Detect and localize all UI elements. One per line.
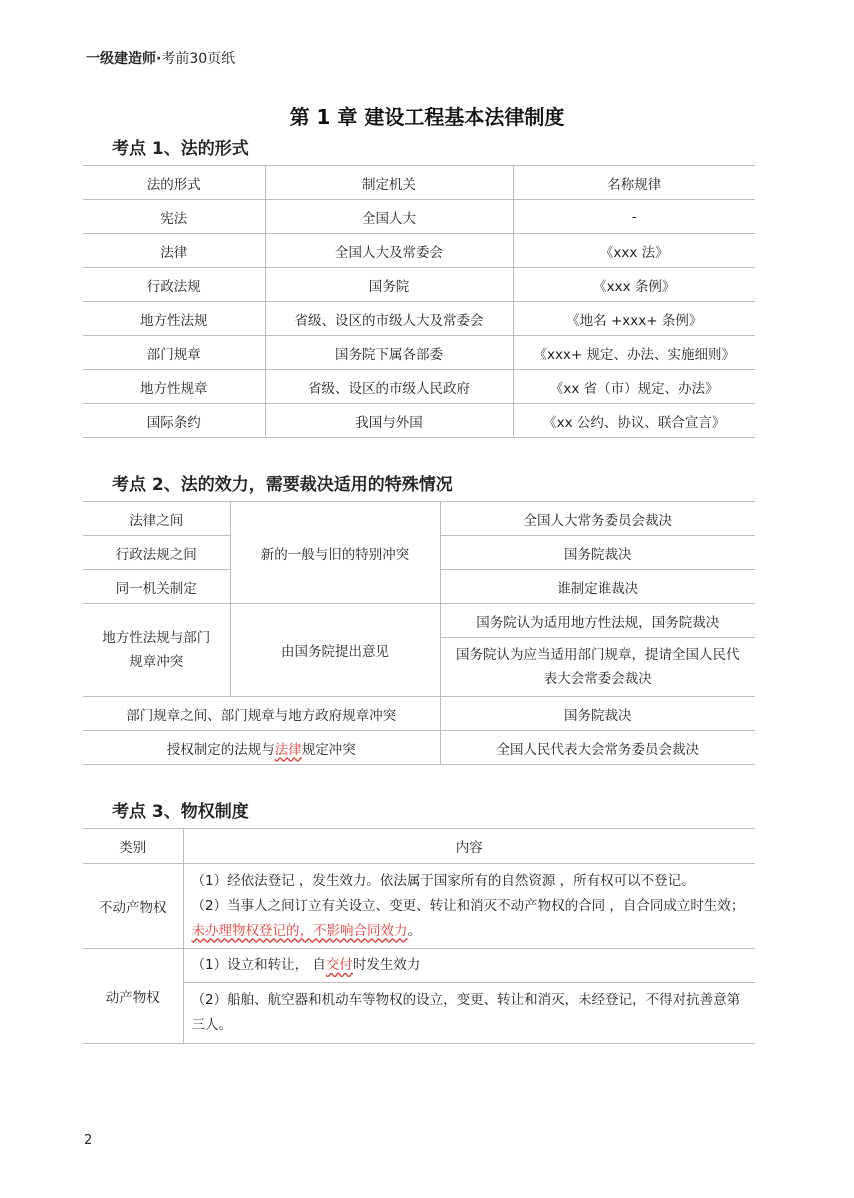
table-row <box>83 697 755 731</box>
header-cell: 法的形式 <box>83 166 265 200</box>
highlighted-text: 未办理物权登记的，不影响合同效力 <box>191 922 408 939</box>
table-row <box>83 949 755 983</box>
table-cell: 动产物权 <box>83 949 183 1044</box>
table-row <box>83 502 755 536</box>
table-cell: 宪法 <box>83 200 265 234</box>
table-cell: 国务院 <box>265 268 513 302</box>
table-header-row <box>83 829 755 864</box>
table-cell: 行政法规之间 <box>83 536 230 570</box>
property-rights-table <box>83 828 755 1044</box>
paragraph-text: （1）设立和转让， 自 <box>191 957 326 973</box>
table-cell: 法律 <box>83 234 265 268</box>
law-forms-table <box>83 165 755 438</box>
paragraph-text: （2）当事人之间订立有关设立、变更、转让和消灭不动产物权的合同 ，自合同成立时生效； <box>191 897 745 914</box>
header-brand: 一级建造师 <box>86 51 156 67</box>
table-cell: 国务院认为适用地方性法规，国务院裁决 <box>440 604 755 638</box>
table-row <box>83 234 755 268</box>
table-cell: 地方性规章 <box>83 370 265 404</box>
law-effect-table <box>83 501 755 765</box>
table-cell: 省级、设区的市级人民政府 <box>265 370 513 404</box>
table-cell: 《xxx 法》 <box>513 234 755 268</box>
table-cell: - <box>513 200 755 234</box>
table-cell: 我国与外国 <box>265 404 513 438</box>
cell-text: 授权制定的法规与 <box>166 741 275 758</box>
table-cell: 全国人民代表大会常务委员会裁决 <box>440 731 755 765</box>
table-cell: 部门规章 <box>83 336 265 370</box>
header-cell: 名称规律 <box>513 166 755 200</box>
header-cell: 制定机关 <box>265 166 513 200</box>
page-number: 2 <box>84 1133 93 1148</box>
table-cell: 国际条约 <box>83 404 265 438</box>
table-cell <box>183 949 755 983</box>
table-cell: 部门规章之间、部门规章与地方政府规章冲突 <box>83 697 440 731</box>
table-cell: 省级、设区的市级人大及常委会 <box>265 302 513 336</box>
table-cell: 由国务院提出意见 <box>230 604 440 697</box>
header-cell: 类别 <box>83 829 183 864</box>
table-cell: 行政法规 <box>83 268 265 302</box>
table-cell: 《xxx+ 规定、办法、实施细则》 <box>513 336 755 370</box>
highlighted-term: 交付 <box>325 957 353 973</box>
table-cell: 《xxx 条例》 <box>513 268 755 302</box>
table-row <box>83 404 755 438</box>
table-cell: 国务院裁决 <box>440 536 755 570</box>
paragraph-text: 。 <box>407 922 421 939</box>
page-header <box>86 48 235 68</box>
paragraph: （1）经依法登记 ，发生效力。依法属于国家所有的自然资源 ，所有权可以不登记。 <box>191 872 695 889</box>
table-cell <box>183 864 755 949</box>
table-cell: 《xx 省（市）规定、办法》 <box>513 370 755 404</box>
table-row <box>83 336 755 370</box>
header-subtitle: 考前30页纸 <box>161 51 236 67</box>
section-2-title: 考点 2、法的效力，需要裁决适用的特殊情况 <box>112 475 453 495</box>
section-1-title: 考点 1、法的形式 <box>112 139 249 159</box>
paragraph <box>192 894 748 944</box>
table-row <box>83 731 755 765</box>
table-cell: 谁制定谁裁决 <box>440 570 755 604</box>
table-cell: 全国人大 <box>265 200 513 234</box>
table-header-row <box>83 166 755 200</box>
table-cell: 国务院认为应当适用部门规章，提请全国人民代表大会常委会裁决 <box>440 638 755 697</box>
table-cell: 同一机关制定 <box>83 570 230 604</box>
header-dot: · <box>156 51 162 67</box>
highlighted-term: 法律 <box>274 741 302 758</box>
table-row <box>83 302 755 336</box>
table-cell: （2）船舶、航空器和机动车等物权的设立，变更、转让和消灭，未经登记，不得对抗善意第三人。 <box>183 983 755 1044</box>
chapter-title: 第 1 章 建设工程基本法律制度 <box>289 105 565 129</box>
table-cell: 《xx 公约、协议、联合宣言》 <box>513 404 755 438</box>
table-cell: 不动产物权 <box>83 864 183 949</box>
table-cell: 国务院下属各部委 <box>265 336 513 370</box>
paragraph-text: 时发生效力 <box>352 957 421 973</box>
table-row <box>83 864 755 949</box>
table-cell: 地方性法规 <box>83 302 265 336</box>
cell-text: 规定冲突 <box>301 741 356 758</box>
table-row <box>83 370 755 404</box>
section-3-title: 考点 3、物权制度 <box>112 802 249 822</box>
table-cell <box>83 731 440 765</box>
table-row <box>83 268 755 302</box>
table-cell: 全国人大常务委员会裁决 <box>440 502 755 536</box>
header-cell: 内容 <box>183 829 755 864</box>
table-cell: 法律之间 <box>83 502 230 536</box>
table-row <box>83 983 755 1044</box>
table-row <box>83 200 755 234</box>
table-cell: 国务院裁决 <box>440 697 755 731</box>
table-row <box>83 604 755 638</box>
table-cell: 全国人大及常委会 <box>265 234 513 268</box>
table-cell: 新的一般与旧的特别冲突 <box>230 502 440 604</box>
table-cell: 《地名 +xxx+ 条例》 <box>513 302 755 336</box>
table-cell: 地方性法规与部门规章冲突 <box>83 604 230 697</box>
